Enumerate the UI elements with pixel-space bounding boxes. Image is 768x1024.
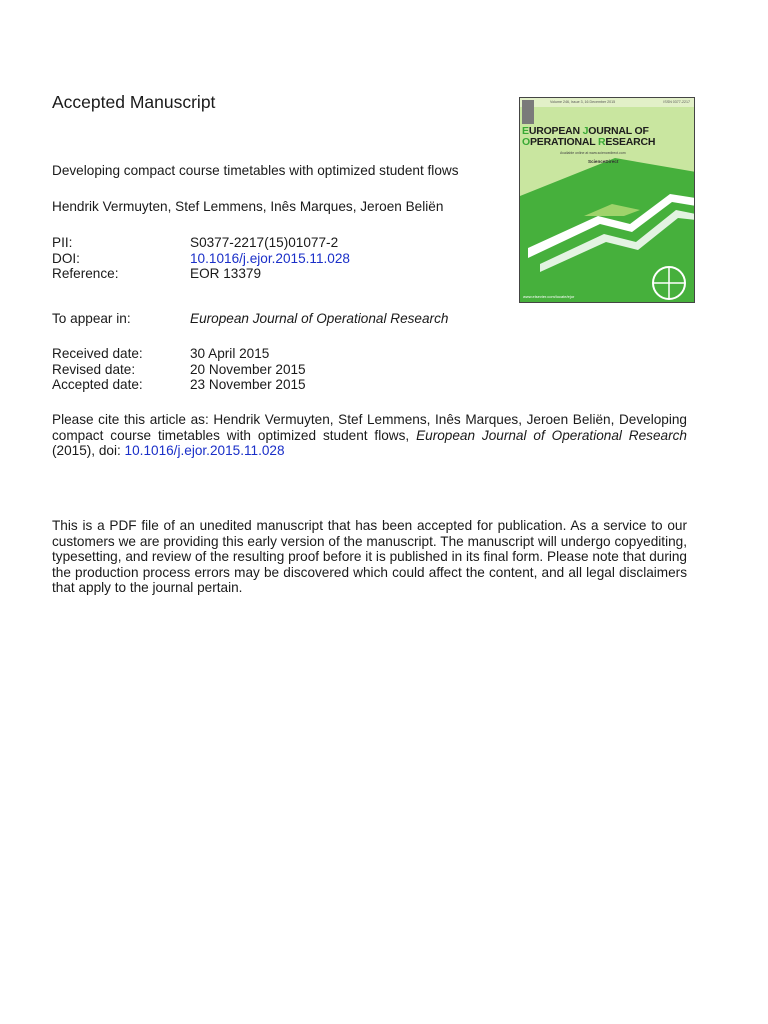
cover-volume-line: Volume 246, Issue 3, 16 December 2015 [550, 100, 616, 104]
cover-url: www.elsevier.com/locate/ejor [523, 294, 575, 299]
appear-journal: European Journal of Operational Research [190, 311, 449, 326]
citation-prefix: Please cite this article as: Hendrik Vermuyten, Stef Lemmens, Inês Marques, Jeroen Beliën, Developing compact course timetables with optimized student flows, [52, 412, 687, 443]
citation-journal: European Journal of Operational Research [416, 427, 687, 443]
revised-row [52, 362, 306, 378]
appear-row [52, 311, 448, 327]
manuscript-heading: Accepted Manuscript [52, 92, 216, 112]
accepted-label: Accepted date: [52, 377, 143, 392]
doi-label: DOI: [52, 251, 80, 266]
received-date: 30 April 2015 [190, 346, 270, 361]
disclaimer-paragraph: This is a PDF file of an unedited manuscript that has been accepted for publication. As a service to our customers we are providing this early version of the manuscript. The manuscript will undergo copyediting, typesetting, and review of the resulting proof before it is published in its final form. Please note that during the production process errors may be discovered which could affect the content, and all legal disclaimers that apply to the journal pertain. [52, 518, 687, 596]
doi-row [52, 251, 350, 267]
revised-label: Revised date: [52, 362, 136, 377]
journal-cover [519, 97, 695, 303]
article-authors: Hendrik Vermuyten, Stef Lemmens, Inês Marques, Jeroen Beliën [52, 199, 444, 214]
cover-issn: ISSN 0377-2217 [663, 100, 690, 104]
citation-doi-link[interactable]: 10.1016/j.ejor.2015.11.028 [124, 443, 285, 459]
reference-label: Reference: [52, 266, 119, 281]
citation-suffix: (2015), doi: [52, 443, 125, 459]
article-title: Developing compact course timetables with optimized student flows [52, 163, 459, 178]
revised-date: 20 November 2015 [190, 362, 306, 377]
reference-value: EOR 13379 [190, 266, 262, 281]
cover-subtitle: Available online at www.sciencedirect.com [560, 151, 626, 155]
cover-journal-title: EUROPEAN JOURNAL OF OPERATIONAL RESEARCH [522, 125, 656, 148]
pii-label: PII: [52, 235, 73, 250]
received-row [52, 346, 269, 362]
reference-row [52, 266, 261, 282]
appear-label: To appear in: [52, 311, 131, 326]
cover-sciencedirect: ScienceDirect [588, 159, 619, 164]
received-label: Received date: [52, 346, 143, 361]
accepted-date: 23 November 2015 [190, 377, 306, 392]
doi-link[interactable]: 10.1016/j.ejor.2015.11.028 [190, 251, 350, 266]
citation-paragraph [52, 412, 687, 459]
euro-emblem-icon [520, 98, 695, 303]
pii-row [52, 235, 338, 251]
pii-value: S0377-2217(15)01077-2 [190, 235, 339, 250]
accepted-row [52, 377, 306, 393]
